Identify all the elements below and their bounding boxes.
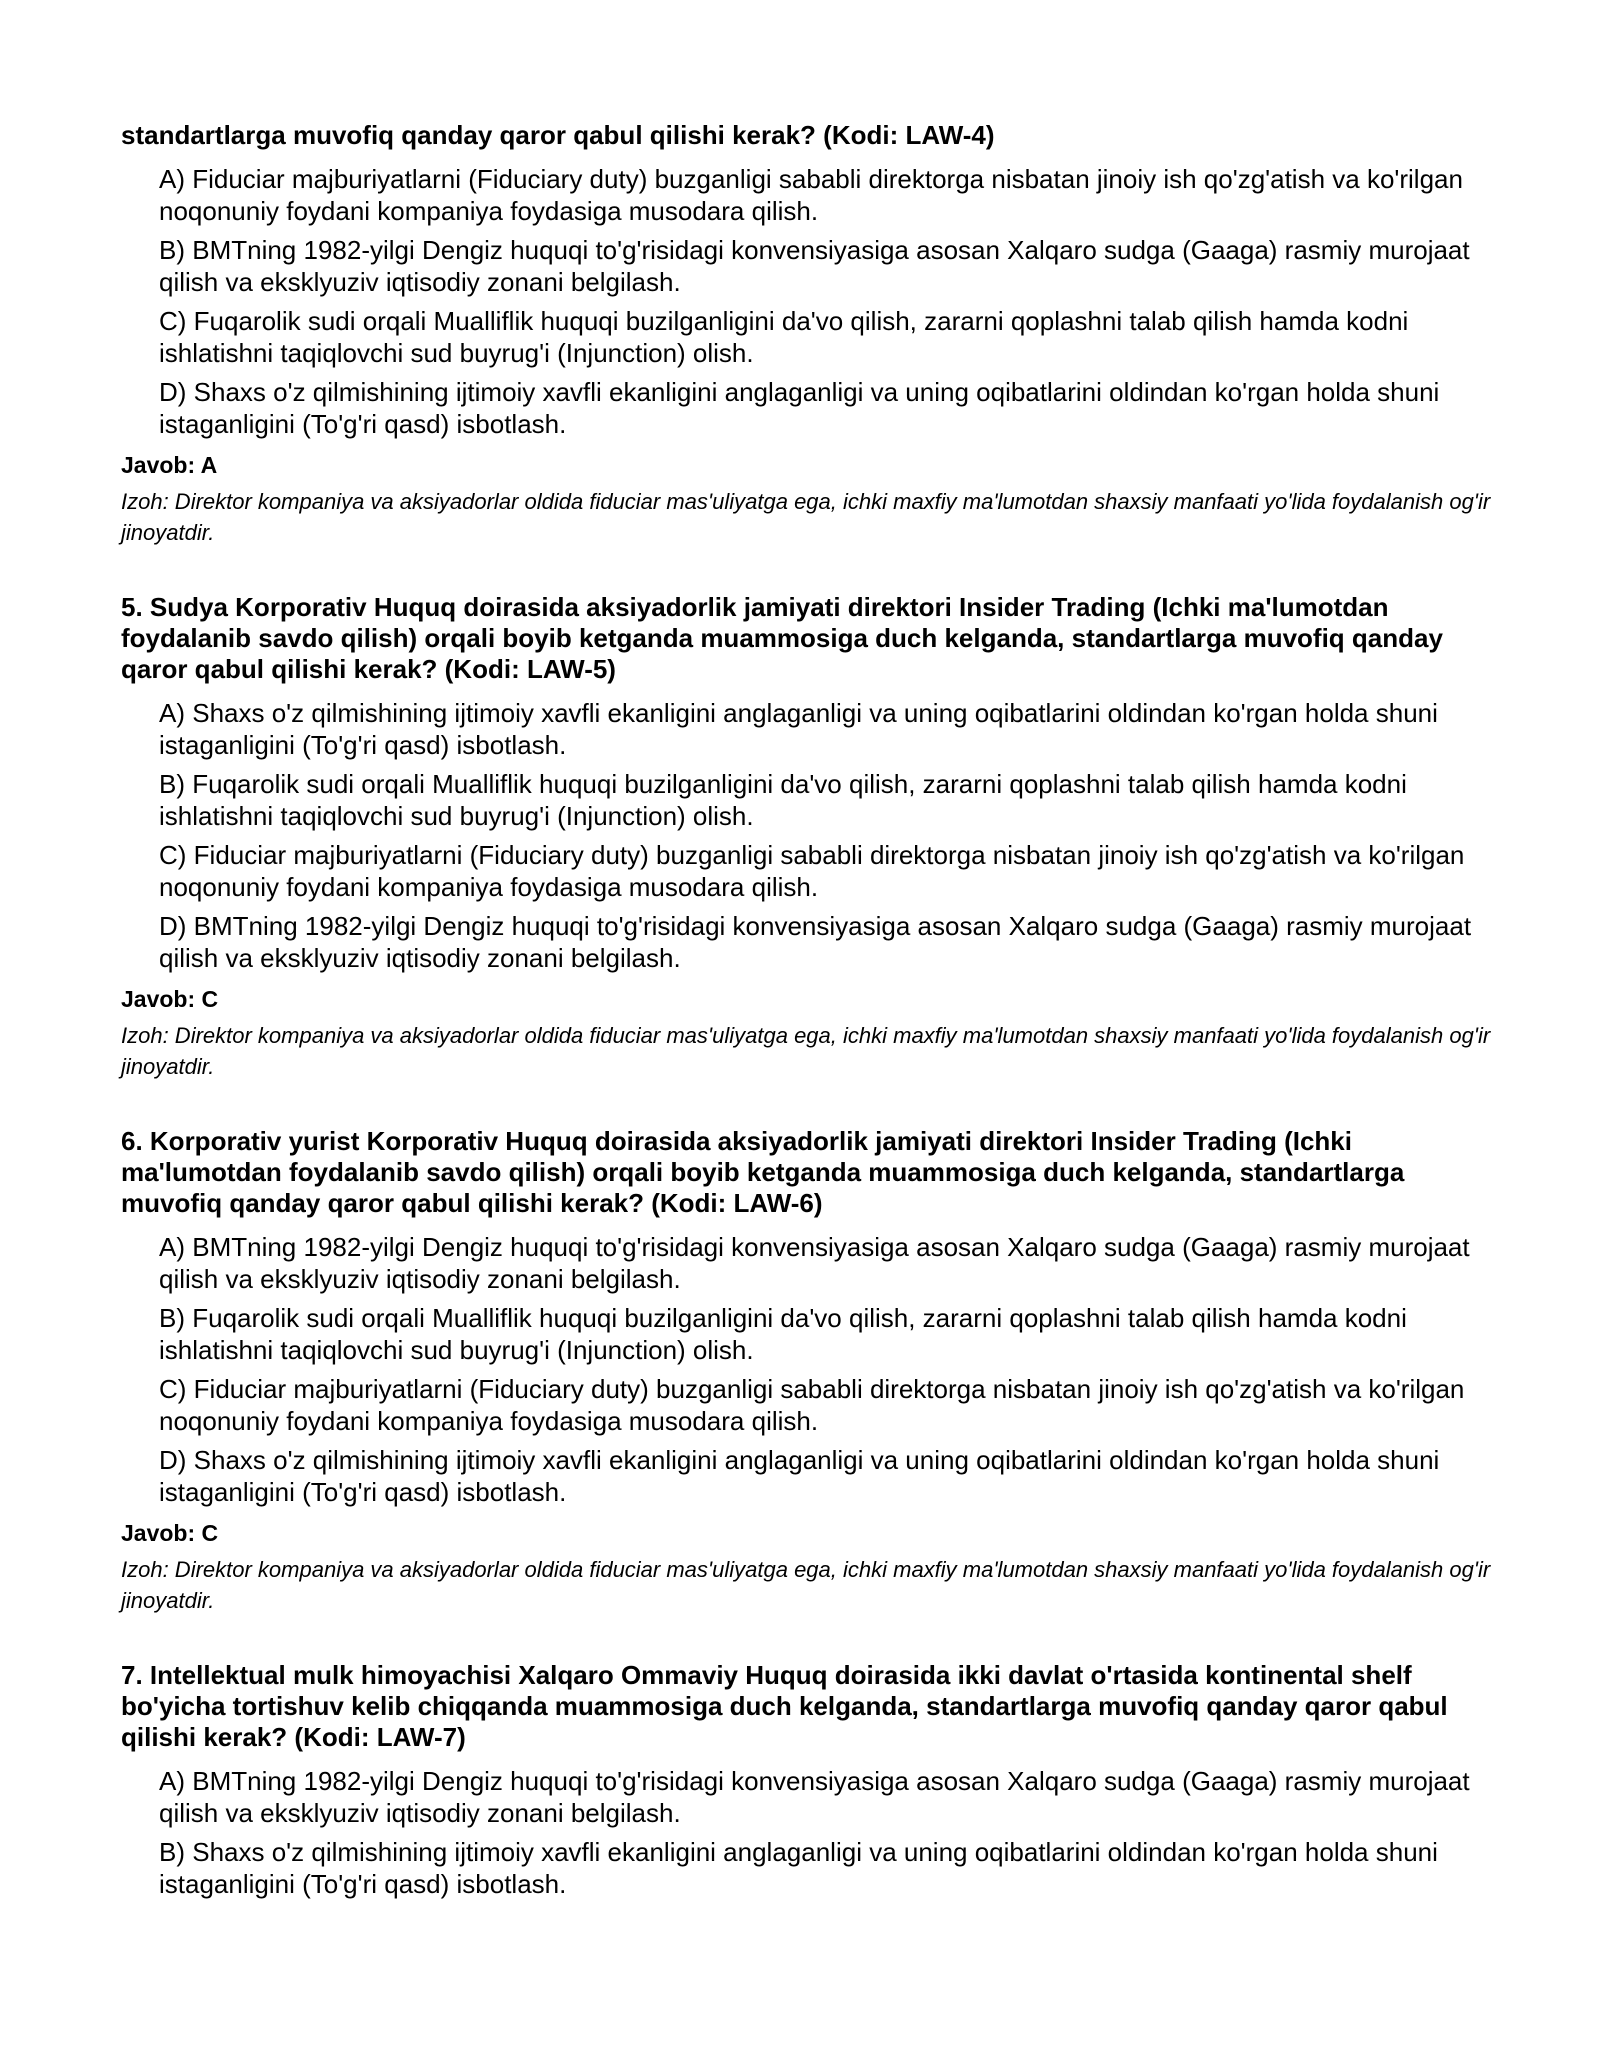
answer-label: Javob: C <box>121 1520 219 1546</box>
option-list <box>121 697 1491 974</box>
question-4 <box>121 120 1491 548</box>
answer-label: Javob: A <box>121 452 218 478</box>
option-b: B) Shaxs o'z qilmishining ijtimoiy xavfli ekanligini anglaganligi va uning oqibatlarini oldindan ko'rgan holda shuni istaganligini (To'g'ri qasd) isbotlash. <box>159 1837 1438 1899</box>
explanation-note: Izoh: Direktor kompaniya va aksiyadorlar oldida fiduciar mas'uliyatga ega, ichki maxfiy ma'lumotdan shaxsiy manfaati yo'lida foydalanish og'ir jinoyatdir. <box>121 489 1491 545</box>
option-d: D) Shaxs o'z qilmishining ijtimoiy xavfli ekanligini anglaganligi va uning oqibatlarini oldindan ko'rgan holda shuni istaganligini (To'g'ri qasd) isbotlash. <box>159 377 1440 439</box>
option-d: D) BMTning 1982-yilgi Dengiz huquqi to'g'risidagi konvensiyasiga asosan Xalqaro sudga (Gaaga) rasmiy murojaat qilish va eksklyuziv iqtisodiy zonani belgilash. <box>159 911 1472 973</box>
question-6 <box>121 1126 1491 1616</box>
question-title: standartlarga muvofiq qanday qaror qabul qilishi kerak? (Kodi: LAW-4) <box>121 120 995 150</box>
option-b: B) BMTning 1982-yilgi Dengiz huquqi to'g'risidagi konvensiyasiga asosan Xalqaro sudga (Gaaga) rasmiy murojaat qilish va eksklyuziv iqtisodiy zonani belgilash. <box>159 235 1470 297</box>
option-b: B) Fuqarolik sudi orqali Mualliflik huquqi buzilganligini da'vo qilish, zararni qoplashni talab qilish hamda kodni ishlatishni taqiqlovchi sud buyrug'i (Injunction) olish. <box>159 769 1407 831</box>
option-a: A) Shaxs o'z qilmishining ijtimoiy xavfli ekanligini anglaganligi va uning oqibatlarini oldindan ko'rgan holda shuni istaganligini (To'g'ri qasd) isbotlash. <box>159 698 1438 760</box>
answer-label: Javob: C <box>121 986 219 1012</box>
option-a: A) Fiduciar majburiyatlarni (Fiduciary duty) buzganligi sababli direktorga nisbatan jinoiy ish qo'zg'atish va ko'rilgan noqonuniy foydani kompaniya foydasiga musodara qilish. <box>159 164 1463 226</box>
option-a: A) BMTning 1982-yilgi Dengiz huquqi to'g'risidagi konvensiyasiga asosan Xalqaro sudga (Gaaga) rasmiy murojaat qilish va eksklyuziv iqtisodiy zonani belgilash. <box>159 1232 1470 1294</box>
option-d: D) Shaxs o'z qilmishining ijtimoiy xavfli ekanligini anglaganligi va uning oqibatlarini oldindan ko'rgan holda shuni istaganligini (To'g'ri qasd) isbotlash. <box>159 1445 1440 1507</box>
question-title: 6. Korporativ yurist Korporativ Huquq doirasida aksiyadorlik jamiyati direktori Insider Trading (Ichki ma'lumotdan foydalanib savdo qilish) orqali boyib ketganda muammosiga duch kelganda, standartlarga muvofiq qanday qaror qabul qilishi kerak? (Kodi: LAW-6) <box>121 1126 1405 1218</box>
option-c: C) Fiduciar majburiyatlarni (Fiduciary duty) buzganligi sababli direktorga nisbatan jinoiy ish qo'zg'atish va ko'rilgan noqonuniy foydani kompaniya foydasiga musodara qilish. <box>159 1374 1465 1436</box>
question-title: 7. Intellektual mulk himoyachisi Xalqaro Ommaviy Huquq doirasida ikki davlat o'rtasida kontinental shelf bo'yicha tortishuv kelib chiqqanda muammosiga duch kelganda, standartlarga muvofiq qanday qaror qabul qilishi kerak? (Kodi: LAW-7) <box>121 1660 1448 1752</box>
question-7 <box>121 1660 1491 1900</box>
option-c: C) Fuqarolik sudi orqali Mualliflik huquqi buzilganligini da'vo qilish, zararni qoplashni talab qilish hamda kodni ishlatishni taqiqlovchi sud buyrug'i (Injunction) olish. <box>159 306 1409 368</box>
explanation-note: Izoh: Direktor kompaniya va aksiyadorlar oldida fiduciar mas'uliyatga ega, ichki maxfiy ma'lumotdan shaxsiy manfaati yo'lida foydalanish og'ir jinoyatdir. <box>121 1557 1491 1613</box>
question-title: 5. Sudya Korporativ Huquq doirasida aksiyadorlik jamiyati direktori Insider Trading (Ichki ma'lumotdan foydalanib savdo qilish) orqali boyib ketganda muammosiga duch kelganda, standartlarga muvofiq qanday qaror qabul qilishi kerak? (Kodi: LAW-5) <box>121 592 1443 684</box>
option-list <box>121 1765 1491 1900</box>
explanation-note: Izoh: Direktor kompaniya va aksiyadorlar oldida fiduciar mas'uliyatga ega, ichki maxfiy ma'lumotdan shaxsiy manfaati yo'lida foydalanish og'ir jinoyatdir. <box>121 1023 1491 1079</box>
option-a: A) BMTning 1982-yilgi Dengiz huquqi to'g'risidagi konvensiyasiga asosan Xalqaro sudga (Gaaga) rasmiy murojaat qilish va eksklyuziv iqtisodiy zonani belgilash. <box>159 1766 1470 1828</box>
option-list <box>121 163 1491 440</box>
option-b: B) Fuqarolik sudi orqali Mualliflik huquqi buzilganligini da'vo qilish, zararni qoplashni talab qilish hamda kodni ishlatishni taqiqlovchi sud buyrug'i (Injunction) olish. <box>159 1303 1407 1365</box>
option-list <box>121 1231 1491 1508</box>
question-5 <box>121 592 1491 1082</box>
option-c: C) Fiduciar majburiyatlarni (Fiduciary duty) buzganligi sababli direktorga nisbatan jinoiy ish qo'zg'atish va ko'rilgan noqonuniy foydani kompaniya foydasiga musodara qilish. <box>159 840 1465 902</box>
document-page <box>121 120 1491 1944</box>
